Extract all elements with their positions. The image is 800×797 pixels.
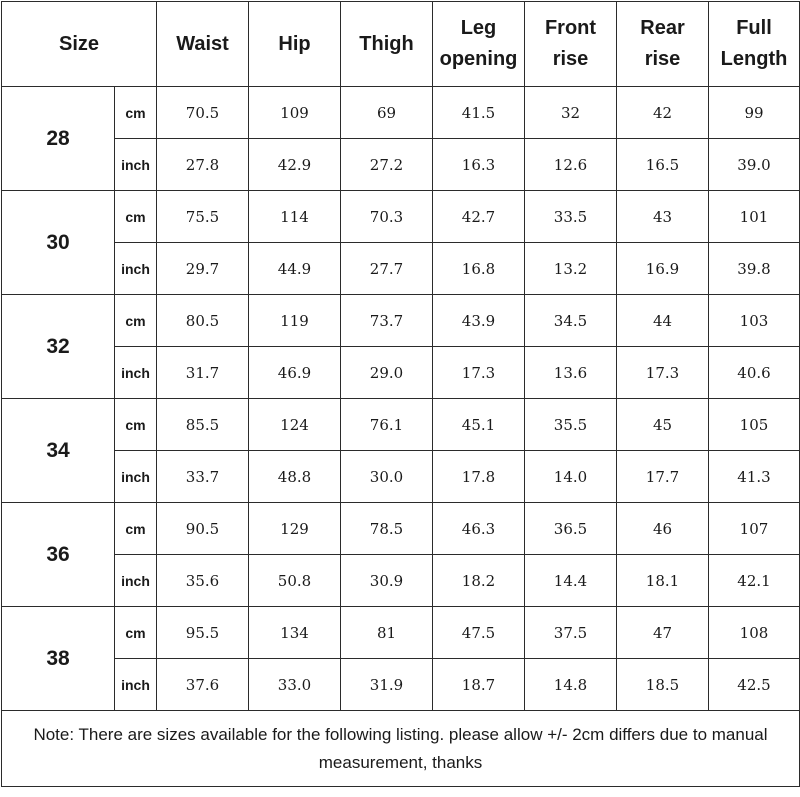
unit-label: inch (115, 139, 157, 191)
full-length-cm-value: 101 (709, 191, 800, 243)
header-thigh: Thigh (341, 2, 433, 87)
full-length-cm-value: 107 (709, 503, 800, 555)
hip-cm-value: 114 (249, 191, 341, 243)
full-length-inch-value: 40.6 (709, 347, 800, 399)
full-length-inch-value: 42.1 (709, 555, 800, 607)
rear-rise-inch-value: 16.5 (617, 139, 709, 191)
size-label: 38 (2, 607, 115, 711)
rear-rise-inch-value: 16.9 (617, 243, 709, 295)
header-waist: Waist (157, 2, 249, 87)
front-rise-inch-value: 14.0 (525, 451, 617, 503)
table-row (2, 243, 800, 295)
rear-rise-inch-value: 18.1 (617, 555, 709, 607)
rear-rise-cm-value: 47 (617, 607, 709, 659)
hip-cm-value: 119 (249, 295, 341, 347)
header-front-rise: Front rise (525, 2, 617, 87)
size-label: 32 (2, 295, 115, 399)
thigh-inch-value: 30.9 (341, 555, 433, 607)
hip-inch-value: 50.8 (249, 555, 341, 607)
leg-opening-inch-value: 18.2 (433, 555, 525, 607)
leg-opening-cm-value: 46.3 (433, 503, 525, 555)
full-length-inch-value: 42.5 (709, 659, 800, 711)
front-rise-cm-value: 33.5 (525, 191, 617, 243)
front-rise-cm-value: 32 (525, 87, 617, 139)
table-row (2, 451, 800, 503)
hip-inch-value: 42.9 (249, 139, 341, 191)
unit-label: cm (115, 295, 157, 347)
table-row (2, 659, 800, 711)
thigh-inch-value: 27.2 (341, 139, 433, 191)
unit-label: inch (115, 659, 157, 711)
header-size: Size (2, 2, 157, 87)
header-hip: Hip (249, 2, 341, 87)
rear-rise-cm-value: 42 (617, 87, 709, 139)
table-row (2, 139, 800, 191)
rear-rise-inch-value: 17.3 (617, 347, 709, 399)
measurement-note: Note: There are sizes available for the following listing. please allow +/- 2cm differs due to manual measurement, thanks (2, 711, 800, 787)
thigh-inch-value: 31.9 (341, 659, 433, 711)
waist-cm-value: 90.5 (157, 503, 249, 555)
waist-inch-value: 35.6 (157, 555, 249, 607)
unit-label: cm (115, 399, 157, 451)
front-rise-inch-value: 14.8 (525, 659, 617, 711)
size-label: 30 (2, 191, 115, 295)
leg-opening-inch-value: 17.3 (433, 347, 525, 399)
hip-inch-value: 46.9 (249, 347, 341, 399)
leg-opening-inch-value: 18.7 (433, 659, 525, 711)
table-row (2, 555, 800, 607)
hip-cm-value: 109 (249, 87, 341, 139)
thigh-inch-value: 29.0 (341, 347, 433, 399)
rear-rise-cm-value: 43 (617, 191, 709, 243)
size-chart-table (1, 1, 800, 787)
note-row (2, 711, 800, 787)
unit-label: inch (115, 347, 157, 399)
unit-label: inch (115, 451, 157, 503)
front-rise-cm-value: 36.5 (525, 503, 617, 555)
table-row (2, 87, 800, 139)
leg-opening-cm-value: 41.5 (433, 87, 525, 139)
waist-cm-value: 75.5 (157, 191, 249, 243)
front-rise-inch-value: 13.6 (525, 347, 617, 399)
hip-cm-value: 124 (249, 399, 341, 451)
waist-cm-value: 85.5 (157, 399, 249, 451)
header-leg-opening: Leg opening (433, 2, 525, 87)
waist-inch-value: 27.8 (157, 139, 249, 191)
waist-cm-value: 70.5 (157, 87, 249, 139)
leg-opening-inch-value: 16.3 (433, 139, 525, 191)
thigh-cm-value: 78.5 (341, 503, 433, 555)
unit-label: cm (115, 87, 157, 139)
front-rise-inch-value: 13.2 (525, 243, 617, 295)
table-row (2, 295, 800, 347)
full-length-cm-value: 103 (709, 295, 800, 347)
table-row (2, 347, 800, 399)
size-label: 28 (2, 87, 115, 191)
table-row (2, 607, 800, 659)
full-length-cm-value: 105 (709, 399, 800, 451)
header-rear-rise: Rear rise (617, 2, 709, 87)
waist-cm-value: 95.5 (157, 607, 249, 659)
table-row (2, 399, 800, 451)
unit-label: cm (115, 503, 157, 555)
unit-label: inch (115, 243, 157, 295)
front-rise-cm-value: 37.5 (525, 607, 617, 659)
hip-cm-value: 134 (249, 607, 341, 659)
thigh-cm-value: 81 (341, 607, 433, 659)
front-rise-inch-value: 12.6 (525, 139, 617, 191)
table-row (2, 503, 800, 555)
unit-label: inch (115, 555, 157, 607)
rear-rise-cm-value: 44 (617, 295, 709, 347)
table-row (2, 191, 800, 243)
size-label: 36 (2, 503, 115, 607)
full-length-inch-value: 41.3 (709, 451, 800, 503)
front-rise-cm-value: 34.5 (525, 295, 617, 347)
thigh-inch-value: 27.7 (341, 243, 433, 295)
header-full-length: Full Length (709, 2, 800, 87)
size-label: 34 (2, 399, 115, 503)
rear-rise-inch-value: 17.7 (617, 451, 709, 503)
leg-opening-cm-value: 47.5 (433, 607, 525, 659)
unit-label: cm (115, 191, 157, 243)
front-rise-cm-value: 35.5 (525, 399, 617, 451)
thigh-inch-value: 30.0 (341, 451, 433, 503)
front-rise-inch-value: 14.4 (525, 555, 617, 607)
hip-cm-value: 129 (249, 503, 341, 555)
size-rows (2, 87, 800, 711)
thigh-cm-value: 70.3 (341, 191, 433, 243)
hip-inch-value: 48.8 (249, 451, 341, 503)
rear-rise-cm-value: 46 (617, 503, 709, 555)
leg-opening-inch-value: 16.8 (433, 243, 525, 295)
hip-inch-value: 44.9 (249, 243, 341, 295)
leg-opening-cm-value: 43.9 (433, 295, 525, 347)
rear-rise-inch-value: 18.5 (617, 659, 709, 711)
waist-cm-value: 80.5 (157, 295, 249, 347)
leg-opening-cm-value: 45.1 (433, 399, 525, 451)
full-length-inch-value: 39.8 (709, 243, 800, 295)
full-length-cm-value: 108 (709, 607, 800, 659)
hip-inch-value: 33.0 (249, 659, 341, 711)
rear-rise-cm-value: 45 (617, 399, 709, 451)
waist-inch-value: 33.7 (157, 451, 249, 503)
header-row (2, 2, 800, 87)
waist-inch-value: 31.7 (157, 347, 249, 399)
waist-inch-value: 37.6 (157, 659, 249, 711)
full-length-cm-value: 99 (709, 87, 800, 139)
thigh-cm-value: 69 (341, 87, 433, 139)
thigh-cm-value: 76.1 (341, 399, 433, 451)
unit-label: cm (115, 607, 157, 659)
thigh-cm-value: 73.7 (341, 295, 433, 347)
waist-inch-value: 29.7 (157, 243, 249, 295)
leg-opening-inch-value: 17.8 (433, 451, 525, 503)
leg-opening-cm-value: 42.7 (433, 191, 525, 243)
full-length-inch-value: 39.0 (709, 139, 800, 191)
